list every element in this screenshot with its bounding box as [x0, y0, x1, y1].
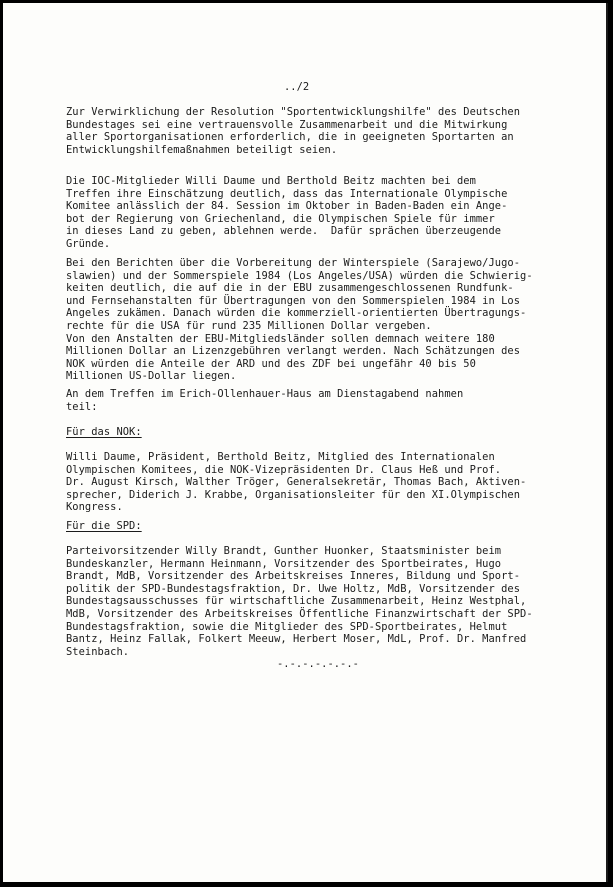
- paragraph-attendees-intro: An dem Treffen im Erich-Ollenhauer-Haus am Dienstagabend nahmen teil:: [66, 388, 464, 413]
- end-mark: -.-.-.-.-.-.-: [277, 658, 359, 670]
- nok-attendees: Willi Daume, Präsident, Berthold Beitz, Mitglied des Internationalen Olympischen Komitees, die NOK-Vizepräsidenten Dr. Claus Heß und Prof. Dr. August Kirsch, Walther Tröger, Generalsekretär, Thomas Bach, Aktiven- sprecher, Diderich J. Krabbe, Organisationsleiter für den XI.Olympischen Kongress.: [66, 451, 527, 514]
- heading-spd: Für die SPD:: [66, 520, 142, 532]
- paragraph-resolution: Zur Verwirklichung der Resolution "Sportentwicklungshilfe" des Deutschen Bundestages sei eine vertrauensvolle Zusammenarbeit und die Mitwirkung aller Sportorganisationen erforderlich, die in geeigneten Sportarten an Entwicklungshilfemaßnahmen beteiligt seien.: [66, 106, 521, 156]
- document-page: [3, 3, 608, 882]
- paragraph-ioc-members: Die IOC-Mitglieder Willi Daume und Berthold Beitz machten bei dem Treffen ihre Einschätzung deutlich, dass das Internationale Olympische Komitee anlässlich der 84. Session im Oktober in Baden-Baden ein Ange- bot der Regierung von Griechenland, die Olympischen Spiele für immer in dieses Land zu geben, ablehnen werde. Dafür sprächen überzeugende Gründe.: [66, 175, 508, 250]
- spd-attendees: Parteivorsitzender Willy Brandt, Gunther Huonker, Staatsminister beim Bundeskanzler, Hermann Heinmann, Vorsitzender des Sportbeirates, Hugo Brandt, MdB, Vorsitzender des Arbeitskreises Inneres, Bildung und Sport- politik der SPD-Bundestagsfraktion, Dr. Uwe Holtz, MdB, Vorsitzender des Bundestagsausschusses für wirtschaftliche Zusammenarbeit, Heinz Westphal, MdB, Vorsitzender des Arbeitskreises Öffentliche Finanzwirtschaft der SPD- Bundestagsfraktion, sowie die Mitglieder des SPD-Sportbeirates, Helmut Bantz, Heinz Fallak, Folkert Meeuw, Herbert Moser, MdL, Prof. Dr. Manfred Steinbach.: [66, 545, 533, 658]
- heading-nok: Für das NOK:: [66, 426, 142, 438]
- paragraph-broadcasting: Bei den Berichten über die Vorbereitung der Winterspiele (Sarajewo/Jugo- slawien) und der Sommerspiele 1984 (Los Angeles/USA) würden die Schwierig- keiten deutlich, die auf die in der EBU zusammengeschlossenen Rundfunk- und Fernsehanstalten für Übertragungen von den Sommerspielen 1984 in Los Angeles zukämen. Danach würden die kommerziell-orientierten Übertragungs- rechte für die USA für rund 235 Millionen Dollar vergeben. Von den Anstalten der EBU-Mitgliedsländer sollen demnach weitere 180 Millionen Dollar an Lizenzgebühren verlangt werden. Nach Schätzungen des NOK würden die Anteile der ARD und des ZDF bei ungefähr 40 bis 50 Millionen US-Dollar liegen.: [66, 257, 533, 383]
- page-marker: ../2: [284, 81, 310, 93]
